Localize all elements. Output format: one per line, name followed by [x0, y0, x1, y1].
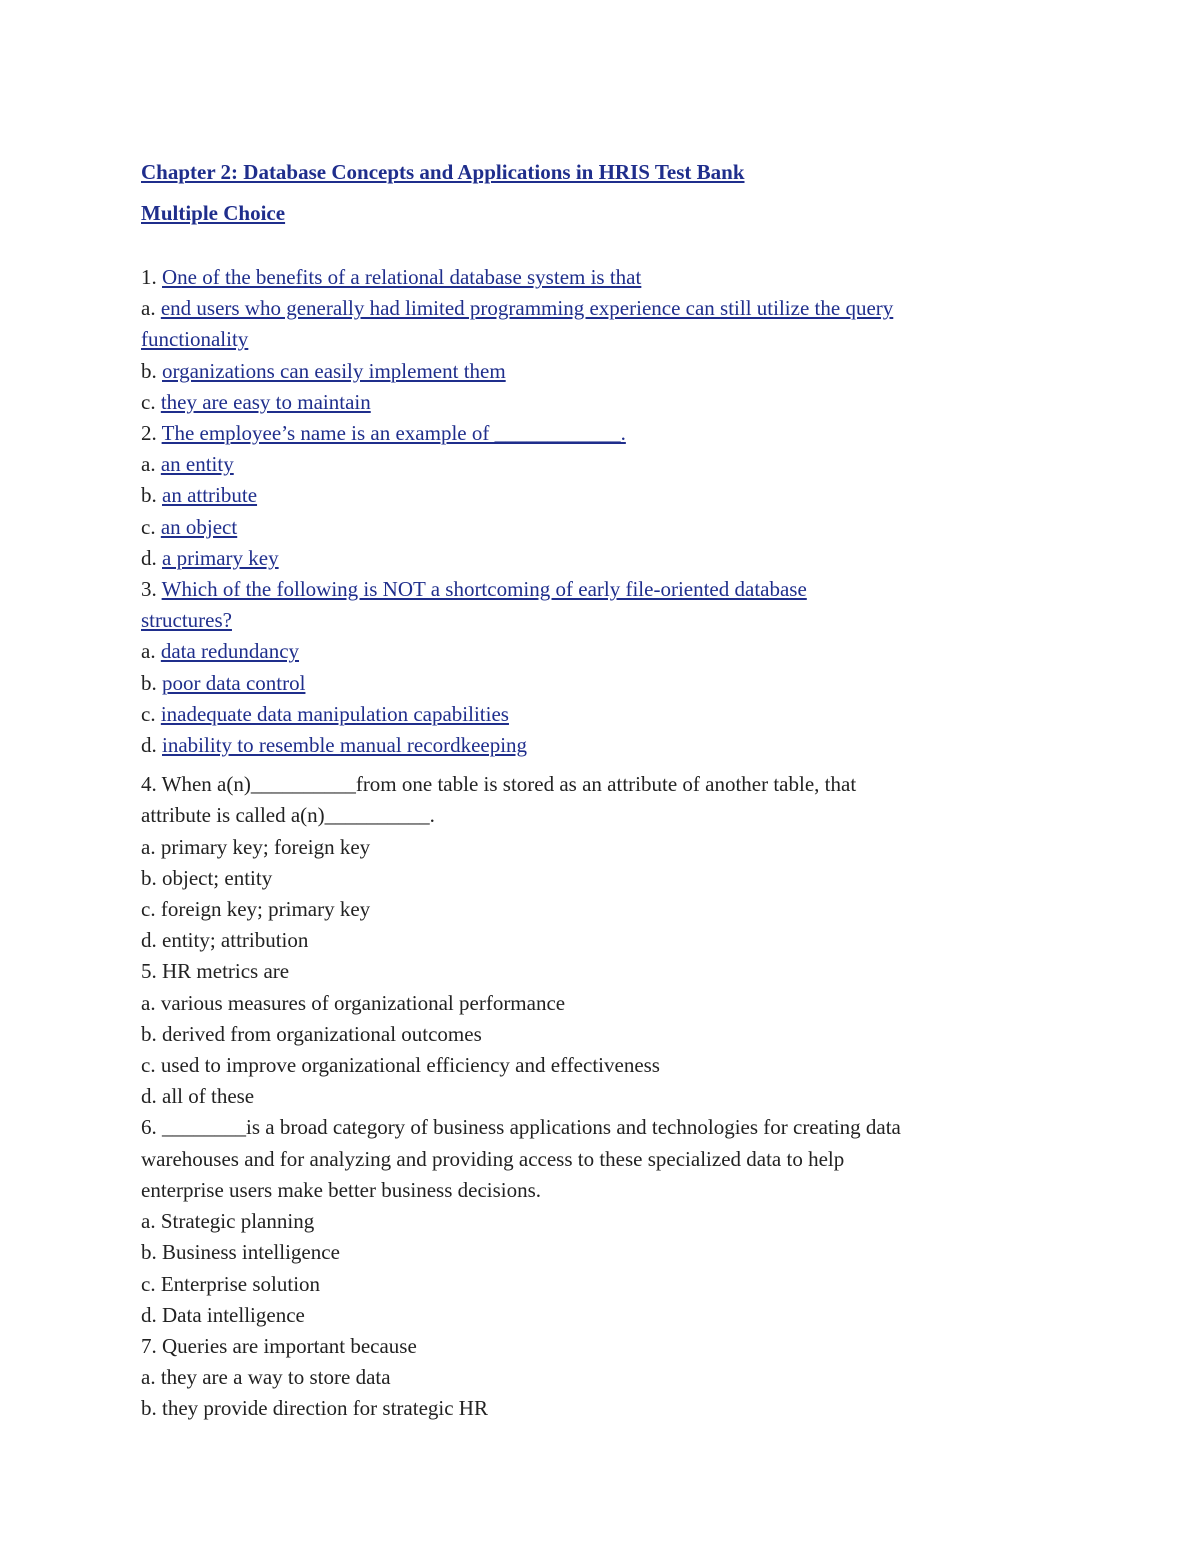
option-text: used to improve organizational efficiency and effectiveness	[160, 1053, 660, 1078]
option-text[interactable]: they are easy to maintain	[160, 389, 371, 414]
option-text: they provide direction for strategic HR	[162, 1396, 488, 1421]
option-text[interactable]: data redundancy	[160, 639, 300, 664]
answer-option	[141, 1362, 1021, 1393]
option-text[interactable]: inability to resemble manual recordkeeping	[162, 733, 528, 758]
option-letter: b.	[141, 1240, 162, 1265]
answer-option	[141, 1206, 1021, 1237]
answer-option	[141, 832, 1021, 863]
question-number: 5.	[141, 959, 162, 984]
question-number: 6.	[141, 1115, 162, 1140]
question-line[interactable]	[141, 574, 1021, 605]
option-letter: a.	[141, 1365, 161, 1390]
option-letter: c.	[141, 897, 161, 922]
option-letter: d.	[141, 733, 162, 758]
answer-option	[141, 1019, 1021, 1050]
option-letter: b.	[141, 1396, 162, 1421]
continuation-line	[141, 800, 1021, 831]
continuation-line	[141, 1175, 1021, 1206]
option-letter: d.	[141, 928, 162, 953]
option-letter: a.	[141, 834, 161, 859]
continuation-text[interactable]: functionality	[141, 327, 249, 352]
question-line	[141, 1112, 1021, 1143]
answer-option[interactable]	[141, 356, 1021, 387]
option-letter: d.	[141, 1084, 162, 1109]
question-line[interactable]	[141, 262, 1021, 293]
option-letter: c.	[141, 1053, 161, 1078]
answer-option	[141, 1081, 1021, 1112]
continuation-line[interactable]	[141, 605, 1021, 636]
option-text[interactable]: end users who generally had limited programming experience can still utilize the query	[160, 296, 894, 321]
option-letter: b.	[141, 865, 162, 890]
option-text: various measures of organizational performance	[160, 990, 566, 1015]
option-text[interactable]: an attribute	[162, 483, 258, 508]
answer-option	[141, 988, 1021, 1019]
question-number: 4.	[141, 772, 162, 797]
section-heading[interactable]: Multiple Choice	[141, 201, 286, 225]
option-letter: a.	[141, 1209, 161, 1234]
question-number: 7.	[141, 1333, 162, 1358]
option-text: object; entity	[162, 865, 273, 890]
answer-option[interactable]	[141, 636, 1021, 667]
question-line	[141, 1331, 1021, 1362]
answer-option	[141, 1300, 1021, 1331]
answer-option	[141, 1269, 1021, 1300]
option-text: primary key; foreign key	[160, 834, 371, 859]
continuation-text: warehouses and for analyzing and providing access to these specialized data to help	[141, 1146, 845, 1171]
option-letter: c.	[141, 514, 161, 539]
option-text: foreign key; primary key	[160, 897, 371, 922]
option-text: entity; attribution	[162, 928, 309, 953]
question-text[interactable]: One of the benefits of a relational database system is that	[162, 265, 642, 289]
option-text[interactable]: an entity	[160, 452, 234, 477]
option-text: they are a way to store data	[160, 1365, 391, 1390]
option-text[interactable]: inadequate data manipulation capabilities	[160, 701, 509, 726]
answer-option[interactable]	[141, 387, 1021, 418]
option-text: derived from organizational outcomes	[162, 1021, 482, 1046]
question-text[interactable]: The employee’s name is an example of ____________.	[161, 421, 626, 446]
option-text: Business intelligence	[162, 1240, 340, 1265]
option-text[interactable]: poor data control	[162, 670, 306, 695]
answer-option[interactable]	[141, 512, 1021, 543]
question-text: HR metrics are	[162, 959, 290, 984]
continuation-text: attribute is called a(n)__________.	[141, 803, 435, 828]
question-number: 2.	[141, 421, 162, 446]
question-number: 1.	[141, 265, 162, 289]
option-letter: c.	[141, 389, 161, 414]
answer-option[interactable]	[141, 668, 1021, 699]
answer-option[interactable]	[141, 480, 1021, 511]
option-letter: b.	[141, 483, 162, 508]
option-text: all of these	[162, 1084, 255, 1109]
option-text: Enterprise solution	[160, 1271, 321, 1296]
continuation-text[interactable]: structures?	[141, 608, 232, 633]
option-letter: a.	[141, 452, 161, 477]
option-letter: c.	[141, 701, 161, 726]
option-letter: d.	[141, 545, 162, 570]
answer-option	[141, 1050, 1021, 1081]
option-letter: c.	[141, 1271, 161, 1296]
answer-option	[141, 863, 1021, 894]
question-line	[141, 956, 1021, 987]
answer-option[interactable]	[141, 699, 1021, 730]
question-line	[141, 769, 1021, 800]
question-list	[141, 262, 1021, 1425]
answer-option[interactable]	[141, 293, 1021, 324]
answer-option	[141, 1393, 1021, 1424]
question-text: Queries are important because	[162, 1333, 417, 1358]
option-letter: b.	[141, 1021, 162, 1046]
option-text: Strategic planning	[160, 1209, 315, 1234]
option-text: Data intelligence	[162, 1302, 305, 1327]
option-text[interactable]: an object	[160, 514, 238, 539]
question-text: When a(n)__________from one table is stored as an attribute of another table, that	[161, 772, 857, 797]
continuation-text: enterprise users make better business decisions.	[141, 1177, 542, 1202]
continuation-line	[141, 1144, 1021, 1175]
option-letter: a.	[141, 296, 161, 321]
option-letter: b.	[141, 358, 162, 383]
option-letter: d.	[141, 1302, 162, 1327]
option-text[interactable]: organizations can easily implement them	[162, 358, 506, 383]
answer-option	[141, 925, 1021, 956]
question-line[interactable]	[141, 418, 1021, 449]
question-number: 3.	[141, 577, 162, 602]
question-text: ________is a broad category of business applications and technologies for creating data	[162, 1115, 901, 1140]
document-title[interactable]: Chapter 2: Database Concepts and Applications in HRIS Test Bank	[141, 160, 745, 184]
option-text[interactable]: a primary key	[162, 545, 279, 570]
answer-option[interactable]	[141, 730, 1021, 761]
option-letter: b.	[141, 670, 162, 695]
answer-option	[141, 1237, 1021, 1268]
question-text[interactable]: Which of the following is NOT a shortcoming of early file-oriented database	[161, 577, 807, 602]
continuation-line[interactable]	[141, 324, 1021, 355]
answer-option[interactable]	[141, 449, 1021, 480]
option-letter: a.	[141, 990, 161, 1015]
answer-option[interactable]	[141, 543, 1021, 574]
option-letter: a.	[141, 639, 161, 664]
answer-option	[141, 894, 1021, 925]
